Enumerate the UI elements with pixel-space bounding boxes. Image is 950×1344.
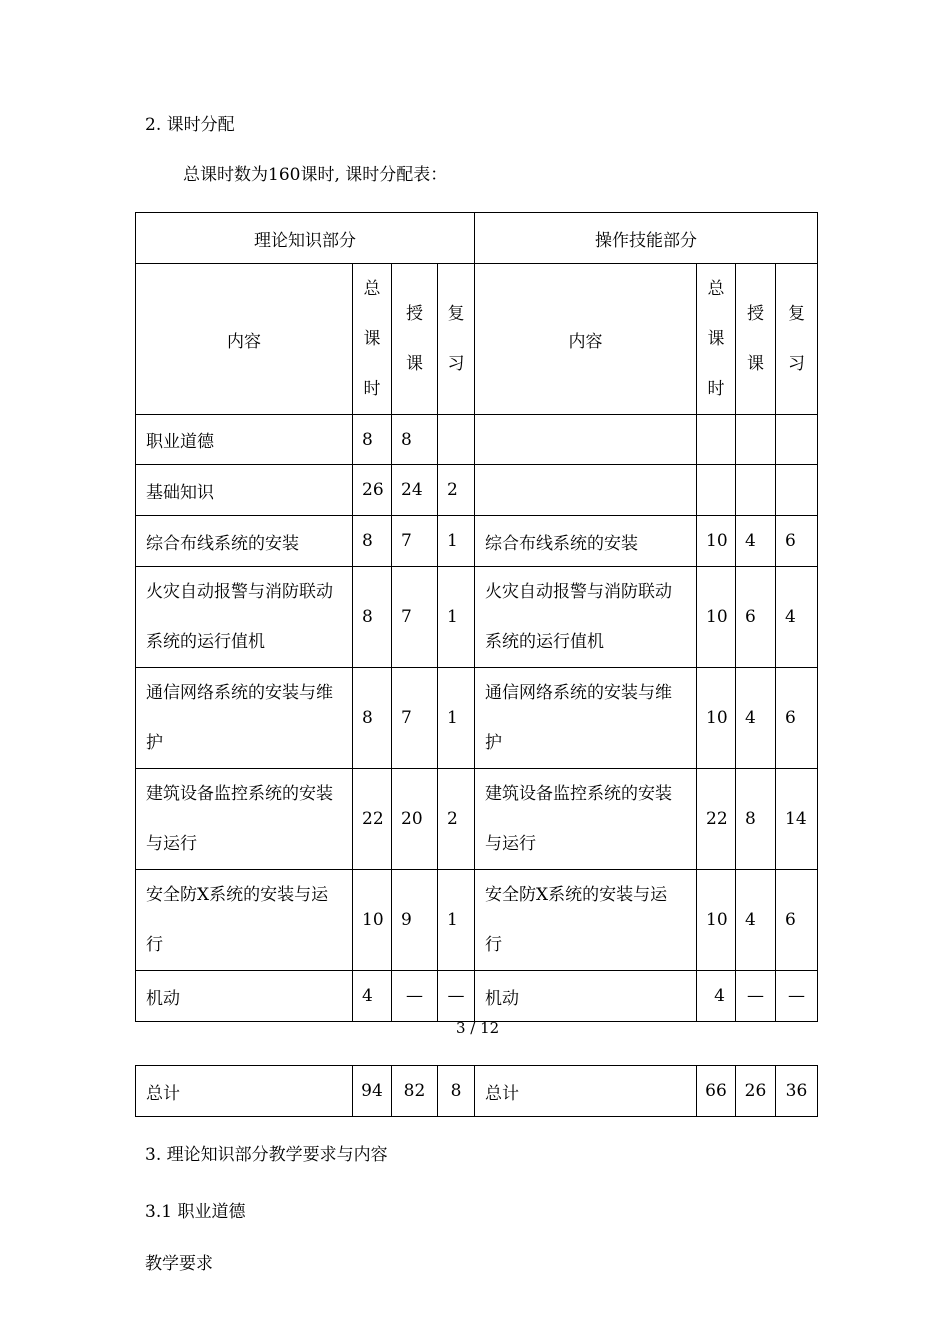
section-heading-3-1: 3.1 职业道德 (145, 1202, 246, 1222)
table-row (136, 769, 818, 870)
content-header: 内容 (475, 264, 697, 415)
theory-content-cell: 职业道德 (136, 415, 353, 465)
theory-teach-cell: 24 (392, 465, 438, 516)
theory-total-cell: 8 (353, 415, 392, 465)
theory-review-cell: 2 (438, 769, 475, 870)
theory-content-cell: 基础知识 (136, 465, 353, 516)
total-theory-teach: 82 (392, 1066, 438, 1117)
skill-teach-cell (736, 465, 776, 516)
total-hours-header: 总 课 时 (697, 264, 736, 415)
skill-total-cell (697, 465, 736, 516)
skill-teach-cell: — (736, 971, 776, 1022)
theory-header: 理论知识部分 (136, 213, 475, 264)
theory-teach-cell: 9 (392, 870, 438, 971)
skill-total-cell: 10 (697, 870, 736, 971)
theory-total-cell: 4 (353, 971, 392, 1022)
skill-teach-cell (736, 415, 776, 465)
skill-teach-cell: 8 (736, 769, 776, 870)
theory-teach-cell: 8 (392, 415, 438, 465)
hours-table-total (135, 1065, 818, 1117)
skill-content-cell (475, 465, 697, 516)
teach-header: 授 课 (392, 264, 438, 415)
total-theory-review: 8 (438, 1066, 475, 1117)
theory-total-cell: 8 (353, 516, 392, 567)
theory-review-cell: 1 (438, 516, 475, 567)
theory-total-cell: 26 (353, 465, 392, 516)
theory-total-cell: 10 (353, 870, 392, 971)
theory-content-cell: 安全防X系统的安装与运行 (136, 870, 353, 971)
theory-content-cell: 综合布线系统的安装 (136, 516, 353, 567)
table-row (136, 870, 818, 971)
skill-review-cell (776, 415, 818, 465)
review-header: 复 习 (776, 264, 818, 415)
theory-content-cell: 通信网络系统的安装与维护 (136, 668, 353, 769)
table-row (136, 971, 818, 1022)
skill-review-cell (776, 465, 818, 516)
skill-review-cell: — (776, 971, 818, 1022)
skill-content-cell (475, 415, 697, 465)
theory-content-cell: 机动 (136, 971, 353, 1022)
theory-total-cell: 22 (353, 769, 392, 870)
theory-content-cell: 建筑设备监控系统的安装与运行 (136, 769, 353, 870)
theory-review-cell: — (438, 971, 475, 1022)
section-heading-3: 3. 理论知识部分教学要求与内容 (145, 1145, 388, 1165)
table-row (136, 567, 818, 668)
skill-teach-cell: 4 (736, 668, 776, 769)
skill-content-cell: 通信网络系统的安装与维护 (475, 668, 697, 769)
theory-review-cell: 1 (438, 870, 475, 971)
section-heading-2: 2. 课时分配 (145, 115, 235, 135)
skill-total-cell: 4 (697, 971, 736, 1022)
skill-total-cell: 10 (697, 516, 736, 567)
teach-header: 授 课 (736, 264, 776, 415)
skill-content-cell: 建筑设备监控系统的安装与运行 (475, 769, 697, 870)
intro-paragraph: 总课时数为160课时, 课时分配表： (183, 165, 448, 185)
total-skill-hours: 66 (697, 1066, 736, 1117)
skill-content-cell: 综合布线系统的安装 (475, 516, 697, 567)
theory-teach-cell: 7 (392, 516, 438, 567)
total-skill-teach: 26 (736, 1066, 776, 1117)
theory-total-cell: 8 (353, 567, 392, 668)
skill-teach-cell: 4 (736, 516, 776, 567)
table-row (136, 465, 818, 516)
table-row (136, 516, 818, 567)
theory-review-cell: 1 (438, 668, 475, 769)
skill-total-cell: 22 (697, 769, 736, 870)
skill-teach-cell: 4 (736, 870, 776, 971)
theory-teach-cell: — (392, 971, 438, 1022)
theory-review-cell: 2 (438, 465, 475, 516)
total-skill-label: 总计 (475, 1066, 697, 1117)
skill-review-cell: 4 (776, 567, 818, 668)
skill-header: 操作技能部分 (475, 213, 818, 264)
skill-teach-cell: 6 (736, 567, 776, 668)
page-number: 3 / 12 (456, 1019, 500, 1037)
theory-teach-cell: 20 (392, 769, 438, 870)
teaching-requirements-label: 教学要求 (145, 1254, 213, 1274)
skill-total-cell (697, 415, 736, 465)
theory-content-cell: 火灾自动报警与消防联动系统的运行值机 (136, 567, 353, 668)
total-theory-hours: 94 (353, 1066, 392, 1117)
content-header: 内容 (136, 264, 353, 415)
table-row (136, 668, 818, 769)
theory-review-cell (438, 415, 475, 465)
total-theory-label: 总计 (136, 1066, 353, 1117)
skill-review-cell: 6 (776, 516, 818, 567)
skill-total-cell: 10 (697, 567, 736, 668)
theory-total-cell: 8 (353, 668, 392, 769)
hours-table (135, 212, 818, 1022)
theory-teach-cell: 7 (392, 668, 438, 769)
skill-review-cell: 6 (776, 870, 818, 971)
theory-review-cell: 1 (438, 567, 475, 668)
total-hours-header: 总 课 时 (353, 264, 392, 415)
review-header: 复 习 (438, 264, 475, 415)
skill-review-cell: 6 (776, 668, 818, 769)
skill-content-cell: 安全防X系统的安装与运行 (475, 870, 697, 971)
skill-review-cell: 14 (776, 769, 818, 870)
skill-total-cell: 10 (697, 668, 736, 769)
table-row (136, 415, 818, 465)
skill-content-cell: 机动 (475, 971, 697, 1022)
total-skill-review: 36 (776, 1066, 818, 1117)
theory-teach-cell: 7 (392, 567, 438, 668)
total-row (136, 1066, 818, 1117)
skill-content-cell: 火灾自动报警与消防联动系统的运行值机 (475, 567, 697, 668)
